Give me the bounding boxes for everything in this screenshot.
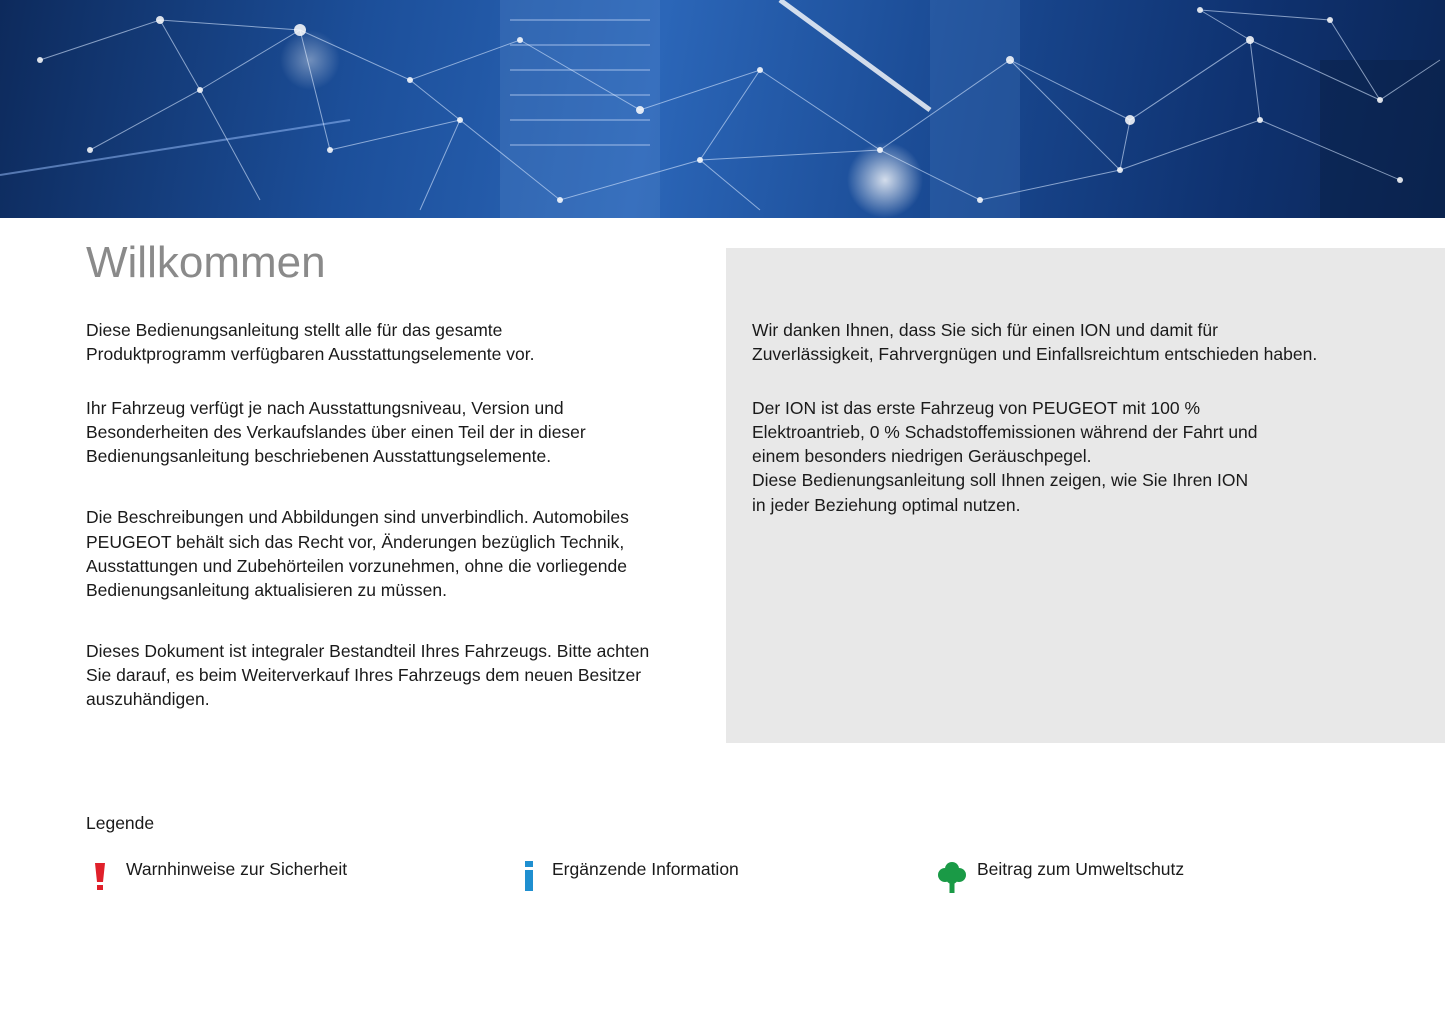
legend-label: Warnhinweise zur Sicherheit (126, 859, 348, 879)
info-icon (524, 861, 534, 896)
tree-icon (938, 861, 966, 898)
thanks-paragraph: Wir danken Ihnen, dass Sie sich für einen ION und damit für Zuverlässigkeit, Fahrvergnügen und Einfallsreichtum entschieden haben. (752, 320, 1318, 365)
intro-paragraph: Die Beschreibungen und Abbildungen sind unverbindlich. Automobiles PEUGEOT behält sich das Recht vor, Änderungen bezüglich Technik, Ausstattungen und Zubehörteilen vorzunehmen, ohne die vorliegende Bedienungsanleitung aktualisieren zu müssen. (86, 507, 629, 601)
ion-paragraph: Der ION ist das erste Fahrzeug von PEUGEOT mit 100 % Elektroantrieb, 0 % Schadstoffemissionen während der Fahrt und einem besonders niedrigen Geräuschpegel. Diese Bedienungsanleitung soll Ihnen zeigen, wie Sie Ihren ION in jeder Beziehung optimal nutzen. (752, 397, 1258, 515)
legend-label: Beitrag zum Umweltschutz (977, 859, 1185, 879)
warning-exclamation-icon (94, 863, 106, 896)
legend-label: Ergänzende Information (552, 859, 739, 879)
intro-paragraph: Dieses Dokument ist integraler Bestandteil Ihres Fahrzeugs. Bitte achten Sie darauf, es beim Weiterverkauf Ihres Fahrzeugs dem neuen Besitzer auszuhändigen. (86, 640, 650, 710)
intro-column (86, 318, 706, 712)
header-banner-image (0, 0, 1445, 218)
thanks-column (752, 318, 1432, 517)
network-graphic (0, 0, 1445, 218)
legend-title: Legende (86, 813, 155, 833)
intro-paragraph: Ihr Fahrzeug verfügt je nach Ausstattungsniveau, Version und Besonderheiten des Verkaufslandes über einen Teil der in dieser Bedienungsanleitung beschriebenen Ausstattungselemente. (86, 397, 586, 467)
page-title: Willkommen (86, 238, 326, 287)
intro-paragraph: Diese Bedienungsanleitung stellt alle für das gesamte Produktprogramm verfügbaren Ausstattungselemente vor. (86, 320, 535, 365)
